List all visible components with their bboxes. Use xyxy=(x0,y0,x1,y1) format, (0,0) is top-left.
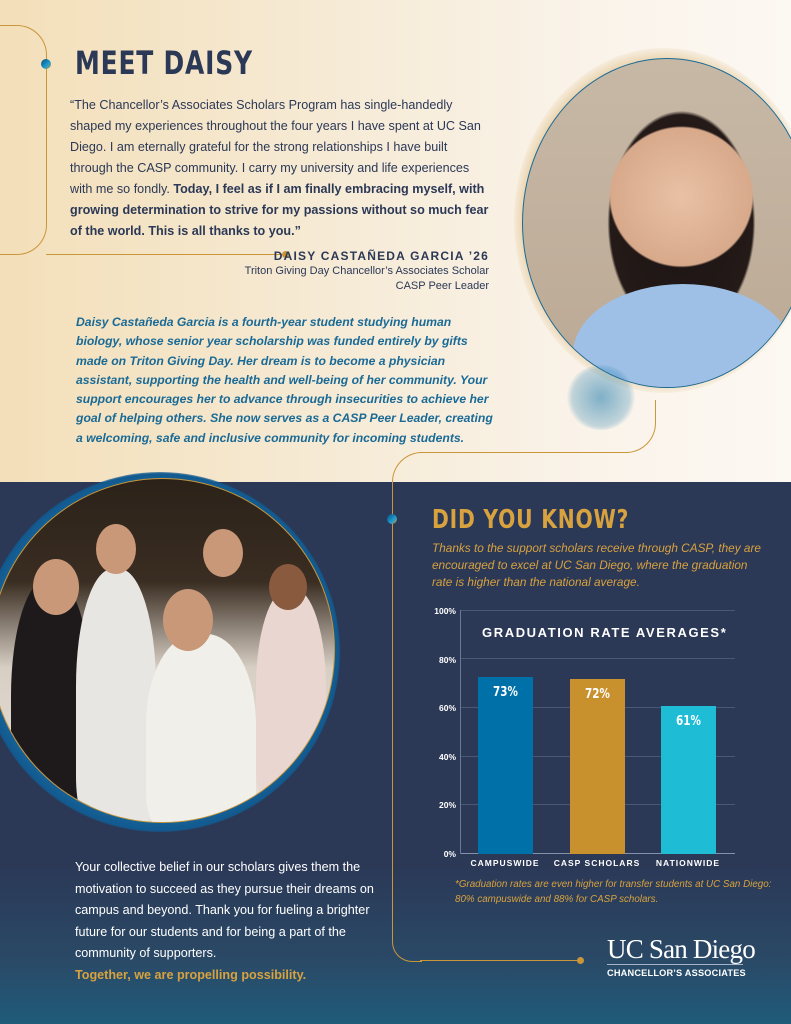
bar-value: 72% xyxy=(585,687,610,702)
photo-person xyxy=(76,569,156,823)
photo-person xyxy=(256,589,326,809)
chart-title: GRADUATION RATE AVERAGES* xyxy=(482,625,728,640)
photo-face xyxy=(203,529,243,577)
page-title: MEET DAISY xyxy=(75,44,253,82)
photo-face xyxy=(96,524,136,574)
y-axis xyxy=(460,610,461,854)
bullet-dot-icon xyxy=(41,59,51,69)
connector-line xyxy=(0,25,47,255)
y-tick: 0% xyxy=(443,849,456,859)
connector-line xyxy=(392,490,422,962)
graduation-rate-chart xyxy=(420,600,760,880)
bar-casp-scholars xyxy=(570,679,625,854)
section-heading: DID YOU KNOW? xyxy=(432,505,630,535)
portrait-frame xyxy=(506,48,791,393)
y-tick: 20% xyxy=(438,800,456,810)
bar-value: 61% xyxy=(676,714,701,729)
bullet-dot-icon xyxy=(387,514,397,524)
bar-campuswide xyxy=(478,677,533,854)
thank-you-message xyxy=(75,857,375,987)
y-tick: 80% xyxy=(438,655,456,665)
section-intro: Thanks to the support scholars receive through CASP, they are encouraged to excel at UC San Diego, where the graduation rate is higher than the national average. xyxy=(432,541,761,589)
logo-subtitle: CHANCELLOR’S ASSOCIATES xyxy=(607,968,746,978)
thank-you-text: Your collective belief in our scholars gives them the motivation to succeed as they pursue their dreams on campus and beyond. Thank you for fueling a brighter future for our students and for being a part of the community of supporters. xyxy=(75,860,374,961)
connector-line xyxy=(420,452,625,453)
x-tick: CASP SCHOLARS xyxy=(553,858,641,868)
chart-footnote: *Graduation rates are even higher for transfer students at UC San Diego: 80% campuswide and 88% for CASP scholars. xyxy=(455,879,772,905)
logo-wordmark: UC San Diego xyxy=(607,934,755,964)
bar-nationwide xyxy=(661,706,716,854)
photo-face xyxy=(269,564,307,610)
uc-san-diego-logo xyxy=(607,935,755,978)
attribution-name: DAISY CASTAÑEDA GARCIA ’26 xyxy=(273,249,489,263)
gridline xyxy=(460,658,735,659)
photo-face xyxy=(163,589,213,651)
x-tick: CAMPUSWIDE xyxy=(470,858,540,868)
y-tick: 60% xyxy=(438,703,456,713)
y-tick: 40% xyxy=(438,752,456,762)
quote-text: “The Chancellor’s Associates Scholars Program has single-handedly shaped my experiences throughout the four years I have spent at UC San Diego. I am eternally grateful for the strong relationships I have built through the CASP community. I carry my university and life experiences with me so fondly. xyxy=(70,98,481,196)
quote-emphasis: Today, I feel as if I am finally embracing myself, with growing determination to strive for my passions without so much fear of the world. This is all thanks to you.” xyxy=(70,182,489,238)
quote-attribution xyxy=(245,248,489,294)
tagline: Together, we are propelling possibility. xyxy=(75,967,307,982)
attribution-role: CASP Peer Leader xyxy=(395,280,489,292)
photo-person xyxy=(146,634,256,823)
y-tick: 100% xyxy=(434,606,456,616)
logo-divider xyxy=(607,964,743,965)
gridline xyxy=(460,610,735,611)
group-photo xyxy=(0,478,335,823)
x-tick: NATIONWIDE xyxy=(655,858,721,868)
bullet-dot-icon xyxy=(577,957,584,964)
bar-value: 73% xyxy=(493,685,518,700)
connector-line xyxy=(420,960,580,961)
photo-face xyxy=(33,559,79,615)
daisy-bio: Daisy Castañeda Garcia is a fourth-year student studying human biology, whose senior year scholarship was funded entirely by gifts made on Triton Giving Day. Her dream is to become a physician assistant, supporting the health and well-being of her community. Your support encourages her to advance through insecurities to achieve her goal of helping others. She now serves as a CASP Peer Leader, creating a welcoming, safe and inclusive community for incoming students. xyxy=(76,315,493,445)
attribution-role: Triton Giving Day Chancellor’s Associates Scholar xyxy=(244,265,489,277)
daisy-quote xyxy=(70,95,490,242)
decorative-blue-circle xyxy=(566,365,636,430)
